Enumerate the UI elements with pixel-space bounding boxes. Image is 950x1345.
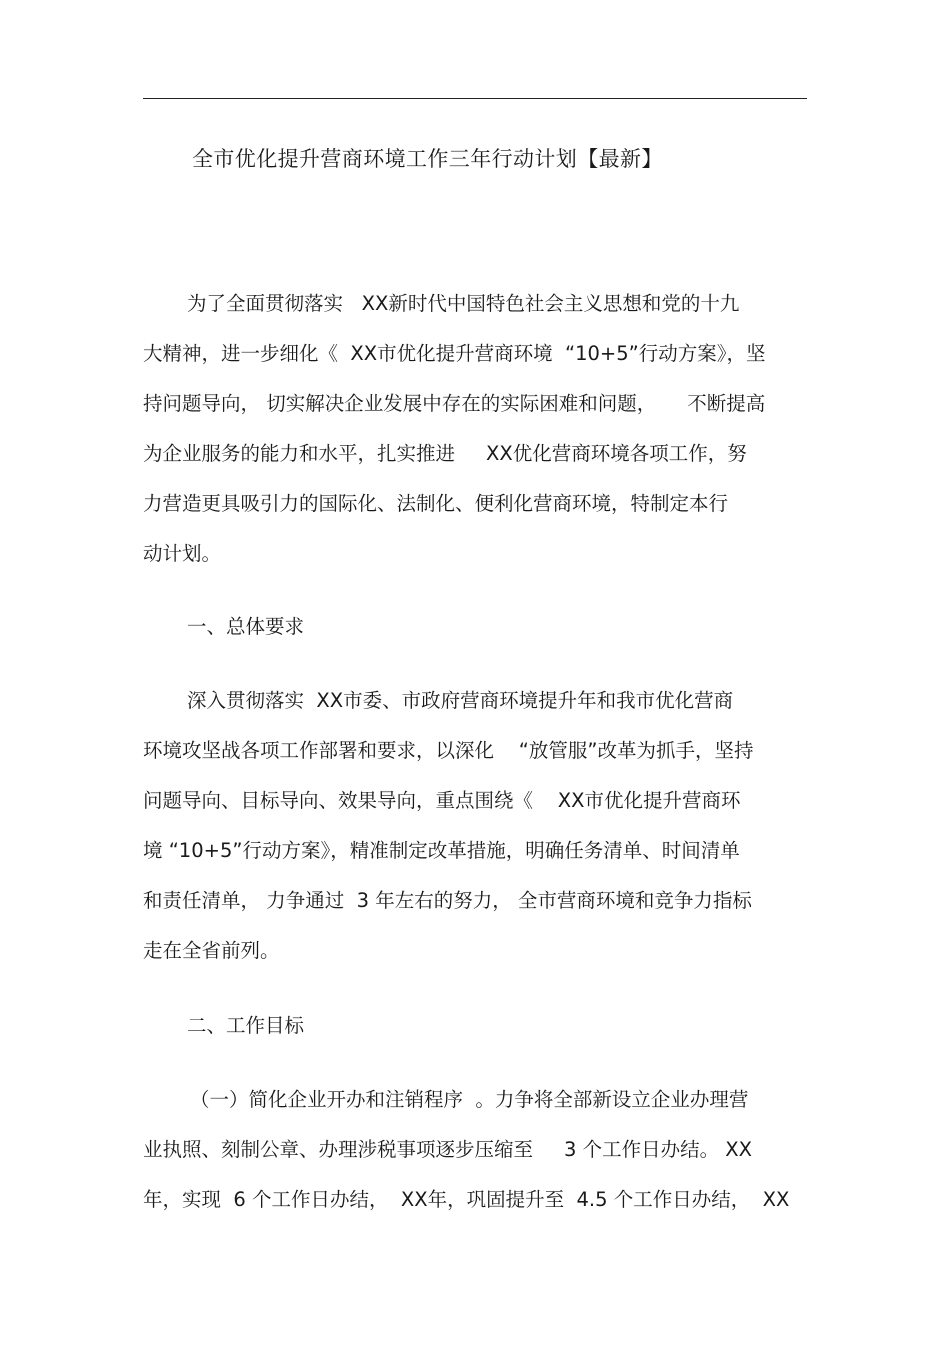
paragraph-line: 为企业服务的能力和水平，扎实推进 XX优化营商环境各项工作，努	[143, 442, 747, 465]
header-rule	[143, 98, 807, 99]
paragraph-line: 走在全省前列。	[143, 939, 280, 962]
paragraph-line: 动计划。	[143, 542, 222, 565]
section-heading: 二、工作目标	[187, 1014, 305, 1037]
paragraph-line: 业执照、刻制公章、办理涉税事项逐步压缩至 3 个工作日办结。 XX	[143, 1138, 753, 1161]
paragraph-line: 为了全面贯彻落实 XX新时代中国特色社会主义思想和党的十九	[187, 292, 740, 315]
paragraph-line: 年，实现 6 个工作日办结， XX年，巩固提升至 4.5 个工作日办结， XX	[143, 1188, 790, 1211]
document-title: 全市优化提升营商环境工作三年行动计划【最新】	[192, 147, 663, 171]
paragraph-line: 力营造更具吸引力的国际化、法制化、便利化营商环境，特制定本行	[143, 492, 729, 515]
paragraph-line: 境 “10+5”行动方案》，精准制定改革措施，明确任务清单、时间清单	[143, 839, 740, 862]
paragraph-line: 大精神，进一步细化《 XX市优化提升营商环境 “10+5”行动方案》，坚	[143, 342, 766, 365]
paragraph-line: 持问题导向， 切实解决企业发展中存在的实际困难和问题， 不断提高	[143, 392, 766, 415]
paragraph-line: （一）简化企业开办和注销程序 。力争将全部新设立企业办理营	[190, 1088, 749, 1111]
paragraph-line: 深入贯彻落实 XX市委、市政府营商环境提升年和我市优化营商	[187, 689, 734, 712]
paragraph-line: 问题导向、目标导向、效果导向，重点围绕《 XX市优化提升营商环	[143, 789, 741, 812]
paragraph-line: 和责任清单， 力争通过 3 年左右的努力， 全市营商环境和竞争力指标	[143, 889, 752, 912]
paragraph-line: 环境攻坚战各项工作部署和要求，以深化 “放管服”改革为抓手，坚持	[143, 739, 754, 762]
section-heading: 一、总体要求	[187, 615, 305, 638]
